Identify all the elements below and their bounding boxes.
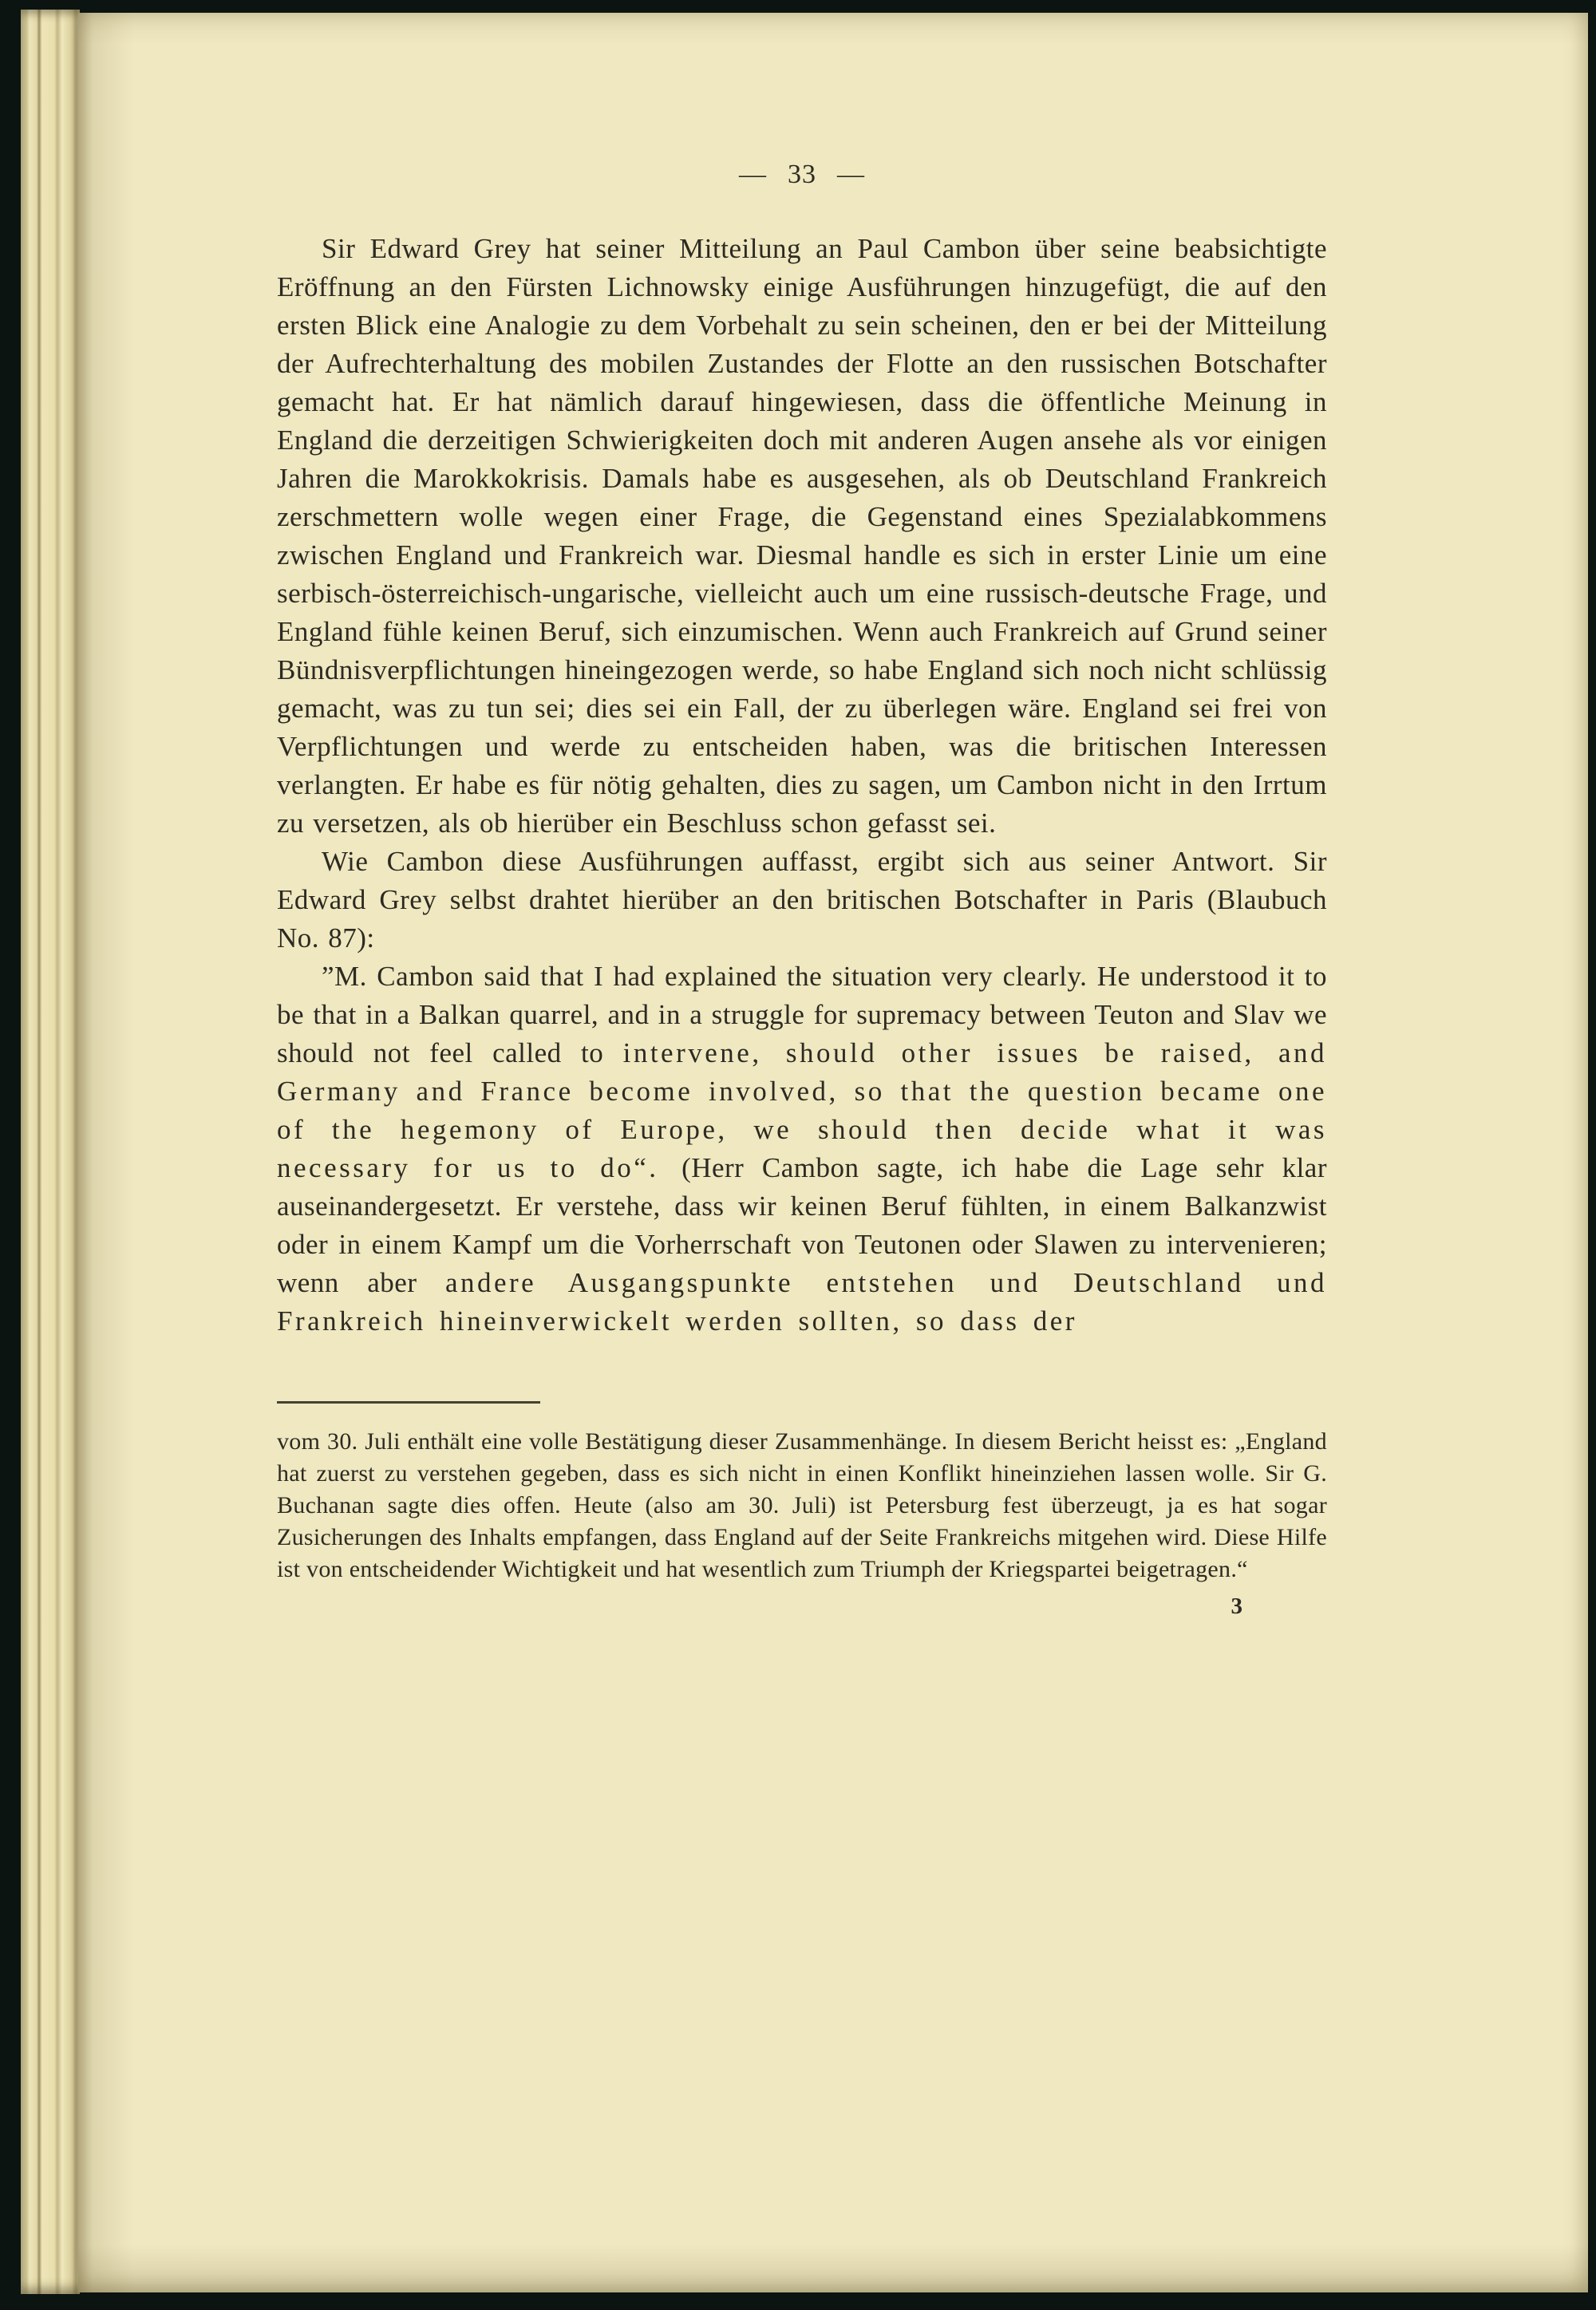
- footnote-text: vom 30. Juli enthält eine volle Bestätigung dieser Zusammenhänge. In diesem Bericht heisst es: „England hat zuerst zu verstehen gegeben, dass es sich nicht in einen Konflikt hineinziehen lassen wolle. Sir G. Buchanan sagte dies offen. Heute (also am 30. Juli) ist Petersburg fest überzeugt, ja es hat sogar Zusicherungen des Inhalts empfangen, dass England auf der Seite Frankreichs mitgehen wird. Diese Hilfe ist von entscheidender Wichtigkeit und hat wesentlich zum Triumph der Kriegspartei beigetragen.“: [277, 1428, 1327, 1582]
- footnote-divider: [277, 1401, 540, 1404]
- book-page: [78, 13, 1588, 2292]
- page-number: 33: [788, 160, 816, 189]
- signature-mark: 3: [1231, 1593, 1242, 1619]
- quote-segment-emphasis-2: andere Ausgangspunkte entstehen und Deutschland und Frankreich hineinverwickelt werden sollten, so dass der: [277, 1267, 1327, 1337]
- header-dash-right: —: [837, 160, 865, 189]
- page-number-header: [277, 160, 1327, 190]
- body-paragraph-2: Wie Cambon diese Ausführungen auffasst, ergibt sich aus seiner Antwort. Sir Edward Grey selbst drahtet hierüber an den britischen Botschafter in Paris (Blaubuch No. 87):: [277, 846, 1327, 954]
- text-block: [277, 160, 1327, 1620]
- quote-segment-normal-1: ”M. Cambon said that I had explained the situation very clearly. He understood it to be that in a Balkan quarrel, and in a struggle for supremacy between Teuton and Slav we should not feel called to: [277, 961, 1327, 1068]
- header-dash-left: —: [739, 160, 767, 189]
- quote-segment-normal-2: (Herr Cambon sagte, ich habe die Lage sehr klar auseinandergesetzt. Er verstehe, dass wir keinen Beruf fühlten, in einem Balkanzwist oder in einem Kampf um die Vorherrschaft von Teutonen oder Slawen zu intervenieren; wenn aber: [277, 1152, 1327, 1298]
- quote-segment-emphasis-1: intervene, should other issues be raised, and Germany and France become involved, so that the question became one of the hegemony of Europe, we should then decide what it was necessary for us to do“.: [277, 1037, 1327, 1183]
- body-paragraph-1: Sir Edward Grey hat seiner Mitteilung an Paul Cambon über seine beabsichtigte Eröffnung an den Fürsten Lichnowsky einige Ausführungen hinzugefügt, die auf den ersten Blick eine Analogie zu dem Vorbehalt zu sein scheinen, den er bei der Mitteilung der Aufrechterhaltung des mobilen Zustandes der Flotte an den russischen Botschafter gemacht hat. Er hat nämlich darauf hingewiesen, dass die öffentliche Meinung in England die derzeitigen Schwierigkeiten doch mit anderen Augen ansehe als vor einigen Jahren die Marokkokrisis. Damals habe es ausgesehen, als ob Deutschland Frankreich zerschmettern wolle wegen einer Frage, die Gegenstand eines Spezialabkommens zwischen England und Frankreich war. Diesmal handle es sich in erster Linie um eine serbisch-österreichisch-ungarische, vielleicht auch um eine russisch-deutsche Frage, und England fühle keinen Beruf, sich einzumischen. Wenn auch Frankreich auf Grund seiner Bündnisverpflichtungen hineingezogen werde, so habe England sich noch nicht schlüssig gemacht, was zu tun sei; dies sei ein Fall, der zu überlegen wäre. England sei frei von Verpflichtungen und werde zu entscheiden haben, was die britischen Interessen verlangten. Er habe es für nötig gehalten, dies zu sagen, um Cambon nicht in den Irrtum zu versetzen, als ob hierüber ein Beschluss schon gefasst sei.: [277, 233, 1327, 839]
- book-page-edges: [21, 10, 80, 2294]
- body-paragraph-quote: [277, 958, 1327, 1341]
